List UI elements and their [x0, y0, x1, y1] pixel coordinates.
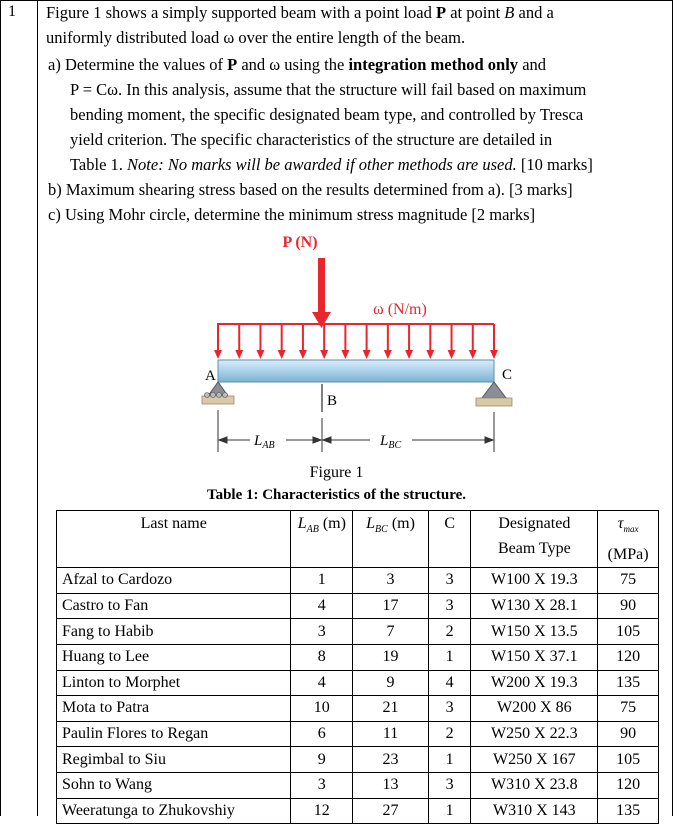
cell-last-name: Sohn to Wang	[57, 772, 291, 798]
beam-figure	[190, 232, 530, 462]
cell-beam-type: W250 X 167	[471, 747, 598, 773]
cell-lbc: 9	[353, 670, 429, 696]
cell-last-name: Linton to Morphet	[57, 670, 291, 696]
cell-beam-type: W200 X 19.3	[471, 670, 598, 696]
cell-c: 3	[428, 696, 471, 722]
udl-arrow-head	[341, 350, 349, 359]
table-row	[57, 670, 659, 696]
left-pin-support	[202, 382, 234, 404]
cell-beam-type: W200 X 86	[471, 696, 598, 722]
part-c: c) Using Mohr circle, determine the minimum stress magnitude [2 marks]	[48, 205, 536, 224]
udl-arrow-head	[235, 350, 243, 359]
cell-beam-type: W100 X 19.3	[471, 568, 598, 594]
intro-line-1: Figure 1 shows a simply supported beam with a point load P at point B and a	[46, 3, 554, 22]
cell-c: 1	[428, 798, 471, 824]
table-row	[57, 619, 659, 645]
table-row	[57, 696, 659, 722]
udl-arrow-head	[299, 350, 307, 359]
udl-arrow-head	[426, 350, 434, 359]
point-b-label: B	[327, 393, 338, 409]
udl-arrow-head	[405, 350, 413, 359]
table-row	[57, 644, 659, 670]
left-border	[0, 0, 1, 816]
cell-lab: 3	[291, 772, 353, 798]
cell-beam-type: W130 X 28.1	[471, 593, 598, 619]
cell-lab: 4	[291, 670, 353, 696]
column-divider	[37, 0, 38, 816]
cell-tau-max: 135	[598, 670, 659, 696]
cell-lab: 3	[291, 619, 353, 645]
header-c: C	[428, 511, 471, 568]
cell-beam-type: W150 X 13.5	[471, 619, 598, 645]
table-row	[57, 747, 659, 773]
table-header-row	[57, 511, 659, 568]
cell-lbc: 21	[353, 696, 429, 722]
cell-lbc: 11	[353, 721, 429, 747]
cell-lab: 10	[291, 696, 353, 722]
udl-arrow-head	[448, 350, 456, 359]
table-row	[57, 593, 659, 619]
cell-lab: 12	[291, 798, 353, 824]
cell-c: 3	[428, 593, 471, 619]
cell-last-name: Regimbal to Siu	[57, 747, 291, 773]
cell-lbc: 3	[353, 568, 429, 594]
cell-beam-type: W250 X 22.3	[471, 721, 598, 747]
cell-lbc: 23	[353, 747, 429, 773]
intro-line-2: uniformly distributed load ω over the entire length of the beam.	[46, 28, 466, 47]
cell-beam-type: W310 X 23.8	[471, 772, 598, 798]
part-a-line-3: bending moment, the specific designated beam type, and controlled by Tresca	[70, 105, 584, 124]
cell-last-name: Paulin Flores to Regan	[57, 721, 291, 747]
cell-c: 3	[428, 568, 471, 594]
cell-tau-max: 120	[598, 772, 659, 798]
cell-c: 1	[428, 747, 471, 773]
header-lbc: $L_{BC}$ (m)	[353, 511, 429, 568]
cell-last-name: Weeratunga to Zhukovshiy	[57, 798, 291, 824]
question-number: 1	[8, 3, 16, 20]
udl-arrow-head	[214, 350, 222, 359]
part-a-line-1: a) Determine the values of P and ω using the integration method only and	[48, 55, 547, 74]
cell-tau-max: 90	[598, 593, 659, 619]
cell-c: 2	[428, 619, 471, 645]
cell-lbc: 13	[353, 772, 429, 798]
cell-lbc: 17	[353, 593, 429, 619]
part-a-line-4: yield criterion. The specific characteristics of the structure are detailed in	[70, 130, 553, 149]
table-row	[57, 721, 659, 747]
cell-c: 1	[428, 644, 471, 670]
cell-c: 2	[428, 721, 471, 747]
point-load-label: P (N)	[282, 234, 318, 251]
top-border	[0, 0, 673, 1]
cell-lab: 1	[291, 568, 353, 594]
characteristics-table	[56, 510, 659, 824]
cell-c: 3	[428, 772, 471, 798]
table-row	[57, 772, 659, 798]
udl-arrow-head	[320, 350, 328, 359]
header-last-name: Last name	[57, 511, 291, 568]
right-roller-support	[476, 382, 512, 406]
header-lab: $L_{AB}$ (m)	[291, 511, 353, 568]
cell-lab: 8	[291, 644, 353, 670]
udl-arrow-head	[490, 350, 498, 359]
cell-last-name: Mota to Patra	[57, 696, 291, 722]
udl-arrow-head	[256, 350, 264, 359]
cell-tau-max: 90	[598, 721, 659, 747]
header-beam-type: Designated Beam Type	[471, 511, 598, 568]
cell-lbc: 7	[353, 619, 429, 645]
cell-tau-max: 135	[598, 798, 659, 824]
beam	[218, 360, 494, 382]
cell-tau-max: 75	[598, 696, 659, 722]
table-title: Table 1: Characteristics of the structure.	[206, 487, 467, 503]
cell-lbc: 27	[353, 798, 429, 824]
cell-tau-max: 105	[598, 747, 659, 773]
cell-last-name: Huang to Lee	[57, 644, 291, 670]
cell-lab: 9	[291, 747, 353, 773]
udl-arrow-head	[363, 350, 371, 359]
cell-beam-type: W310 X 143	[471, 798, 598, 824]
part-b: b) Maximum shearing stress based on the results determined from a). [3 marks]	[48, 180, 573, 199]
table-row	[57, 568, 659, 594]
cell-last-name: Afzal to Cardozo	[57, 568, 291, 594]
cell-tau-max: 120	[598, 644, 659, 670]
part-a-line-2: P = Cω. In this analysis, assume that the structure will fail based on maximum	[70, 80, 587, 99]
cell-lbc: 19	[353, 644, 429, 670]
cell-beam-type: W150 X 37.1	[471, 644, 598, 670]
cell-lab: 6	[291, 721, 353, 747]
udl-label: ω (N/m)	[373, 301, 427, 318]
table-row	[57, 798, 659, 824]
cell-lab: 4	[291, 593, 353, 619]
header-tau-max: $\tau_{max}$ (MPa)	[598, 511, 659, 568]
point-a-label: A	[205, 368, 216, 384]
cell-c: 4	[428, 670, 471, 696]
udl-arrows	[214, 324, 498, 359]
part-a-line-5: Table 1. Note: No marks will be awarded if other methods are used. [10 marks]	[70, 155, 593, 174]
lab-dimension-label: $L_{AB}$	[254, 433, 275, 451]
point-load-arrow	[312, 258, 331, 328]
cell-tau-max: 75	[598, 568, 659, 594]
udl-arrow-head	[278, 350, 286, 359]
cell-last-name: Fang to Habib	[57, 619, 291, 645]
lbc-dimension-label: $L_{BC}$	[380, 433, 402, 451]
figure-caption: Figure 1	[309, 464, 364, 481]
udl-arrow-head	[469, 350, 477, 359]
cell-last-name: Castro to Fan	[57, 593, 291, 619]
cell-tau-max: 105	[598, 619, 659, 645]
point-c-label: C	[502, 367, 513, 383]
udl-arrow-head	[384, 350, 392, 359]
